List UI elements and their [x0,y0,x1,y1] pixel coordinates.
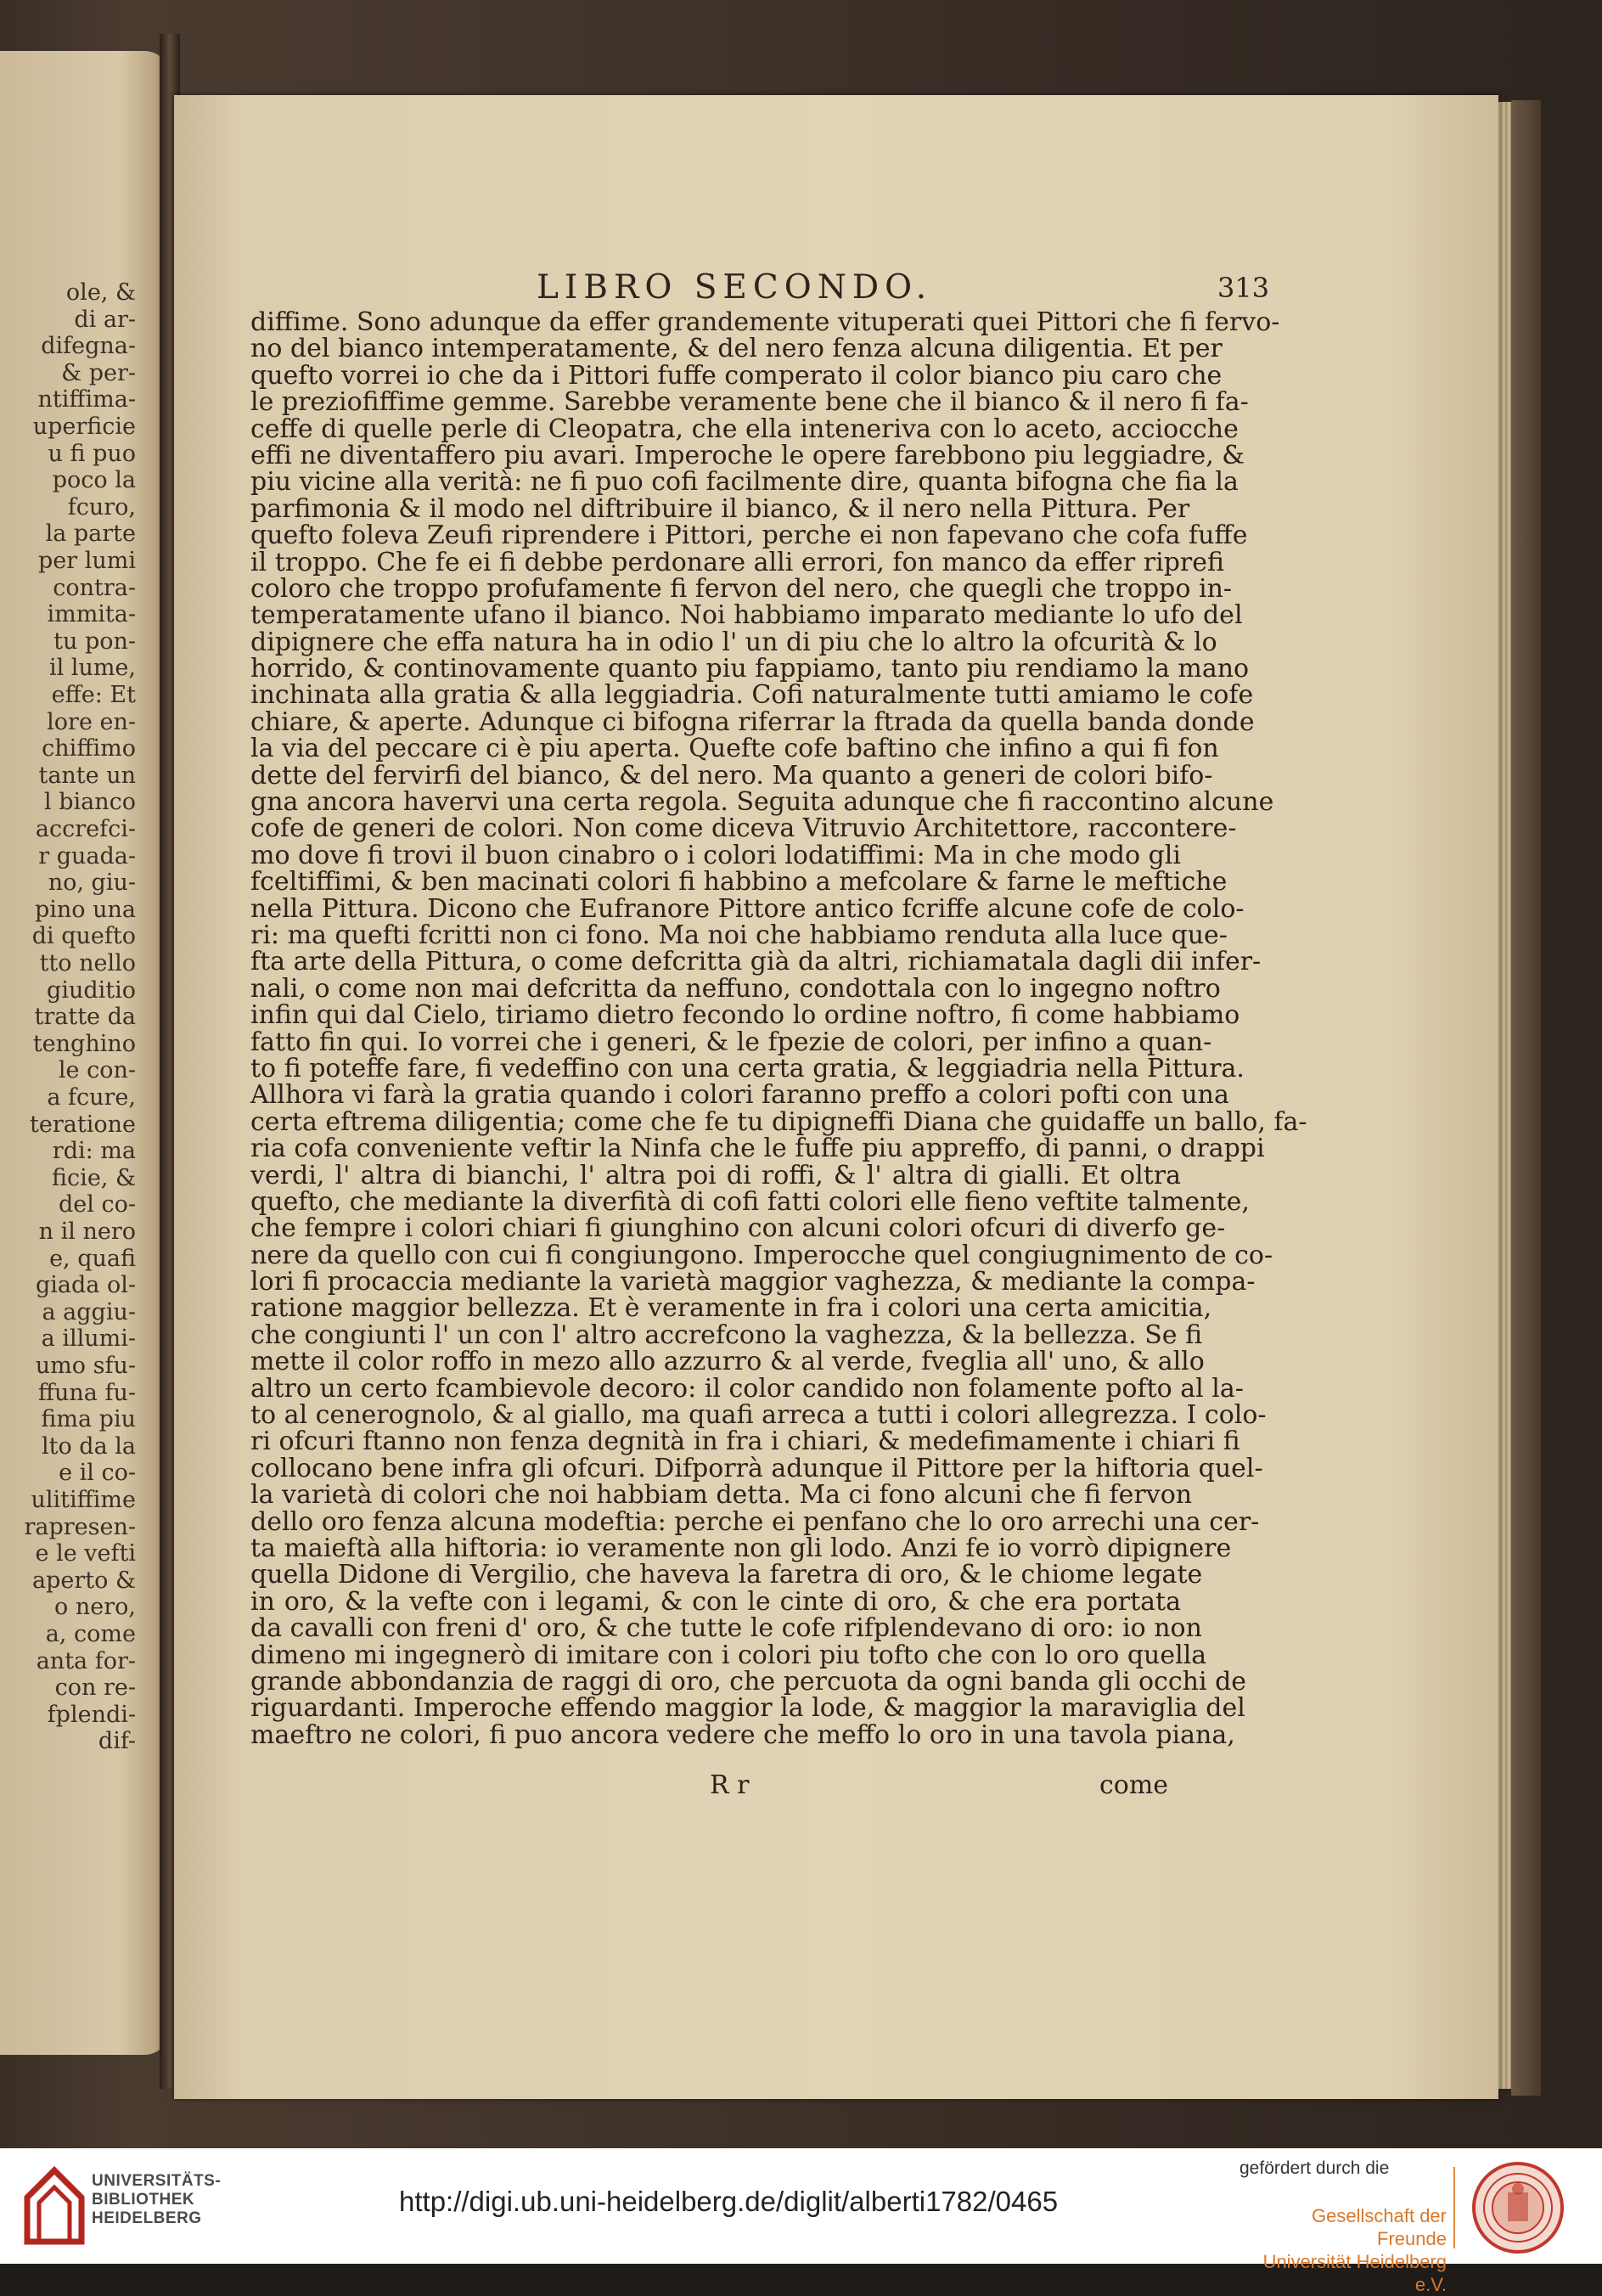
left-page-fragment: tenghino [32,1030,136,1057]
left-page-fragment: umo sfu- [35,1353,136,1379]
text-line: lori fi procaccia mediante la varietà maggior vaghezza, & mediante la compa- [250,1267,1256,1297]
left-page-fragment: fplendi- [47,1701,136,1728]
text-line: fatto fin qui. Io vorrei che i generi, & le fpezie de colori, per infino a quan- [250,1027,1212,1057]
text-line: coloro che troppo profufamente fi fervon del nero, che quegli che troppo in- [250,573,1233,604]
text-line: to al cenerognolo, & al giallo, ma quafi arreca a tutti i colori allegrezza. I colo- [250,1400,1267,1431]
left-page-fragment: a illumi- [41,1325,136,1353]
text-line: collocano bene infra gli ofcuri. Difporrà adunque il Pittore per la hiftoria quel- [250,1453,1263,1483]
text-line: dette del fervirfi del bianco, & del nero. Ma quanto a generi de colori bifo- [250,760,1213,791]
left-page-fragment: rdi: ma [52,1138,136,1165]
text-line: horrido, & continovamente quanto piu fappiamo, tanto piu rendiamo la mano [250,654,1250,684]
book-cover-board [1511,100,1541,2096]
text-line: fceltiffimi, & ben macinati colori fi habbino a mefcolare & farne le meftiche [250,867,1228,898]
left-page-fragment: tu pon- [53,627,136,655]
signature-mark: R r [710,1770,750,1800]
left-page-fragment: accrefci- [35,816,136,842]
left-page-fragment: difegna- [41,333,136,360]
text-line: ria cofa conveniente veftir la Ninfa che le fuffe piu appreffo, di panni, o drappi [250,1134,1265,1164]
text-line: mo dove fi trovi il buon cinabro o i colori lodatiffimi: Ma in che modo gli [250,840,1181,870]
text-line: cofe de generi de colori. Non come diceva Vitruvio Architettore, raccontere- [250,813,1237,844]
text-line: Allhora vi farà la gratia quando i colori faranno preffo a colori pofti con una [250,1080,1229,1111]
text-line: chiare, & aperte. Adunque ci bifogna riferrar la ftrada da quella banda donde [250,706,1255,737]
left-page-fragment: anta for- [36,1647,136,1674]
text-line: to fi poteffe fare, fi vedeffino con una certa gratia, & leggiadria nella Pittura. [250,1053,1245,1083]
library-name-line: HEIDELBERG [92,2209,202,2227]
left-page-fragment: lore en- [47,708,136,735]
text-line: riguardanti. Imperoche effendo maggior la lode, & maggior la maraviglia del [250,1693,1245,1724]
left-page-fragment: tto nello [39,950,136,976]
text-line: nali, o come non mai defcritta da neffuno, condottala con lo ingegno noftro [250,973,1221,1004]
text-line: nella Pittura. Dicono che Eufranore Pittore antico fcriffe alcune cofe de colo- [250,893,1245,924]
text-line: quella Didone di Vergilio, che haveva la faretra di oro, & le chiome legate [250,1560,1203,1590]
text-line: fta arte della Pittura, o come defcritta già da altri, richiamatala dagli dii infer- [250,947,1262,977]
text-line: altro un certo fcambievole decoro: il color candido non folamente pofto al la- [250,1373,1244,1404]
left-page-fragment: & per- [61,359,136,386]
text-line: infin qui dal Cielo, tiriamo dietro fecondo lo ordine noftro, fi come habbiamo [250,1000,1240,1031]
left-page-fragment: e, quafi [49,1245,136,1272]
left-page-fragment: tante un [38,762,136,789]
text-line: ri ofcuri ftanno non fenza degnità in fra i chiari, & medefimamente i chiari fi [250,1427,1240,1457]
text-line: da cavalli con freni d' oro, & che tutte le cofe rifplendevano di oro: io non [250,1613,1202,1644]
text-line: nere da quello con cui fi congiungono. Imperocche quel congiugnimento de co- [250,1240,1273,1270]
left-page-fragment: a, come [45,1621,136,1647]
left-page-fragment: r guada- [38,842,136,869]
text-line: dipignere che effa natura ha in odio l' un di piu che lo altro la ofcurità & lo [250,627,1217,657]
body-text [250,307,1307,1750]
left-page-fragment: giuditio [47,976,136,1004]
left-page-fragment: ulitiffime [31,1487,136,1513]
text-line: inchinata alla gratia & alla leggiadria. Cofi naturalmente tutti amiamo le cofe [250,680,1254,711]
left-page-fragment: ntiffima- [37,386,136,414]
text-line: dello oro fenza alcuna modeftia: perche ei penfano che lo oro arrechi una cer- [250,1506,1260,1537]
text-line: temperatamente ufano il bianco. Noi habbiamo imparato mediante lo ufo del [250,600,1243,631]
left-page-fragment: chiffimo [42,735,136,763]
left-page-fragment: dif- [98,1728,136,1755]
library-name-line: BIBLIOTHEK [92,2191,195,2209]
society-name[interactable] [1246,2204,1447,2296]
left-page-fragment: o nero, [54,1594,136,1621]
left-page-fragment: ole, & [65,279,136,306]
page-number: 313 [1217,272,1270,304]
text-line: quefto, che mediante la diverfità di cofi fatti colori elle fieno veftite talmente, [250,1186,1250,1217]
text-line: mette il color roffo in mezo allo azzurro & al verde, fveglia all' uno, & allo [250,1347,1205,1377]
left-page-fragment: effe: Et [51,682,136,708]
text-line: maeftro ne colori, fi puo ancora vedere che meffo lo oro in una tavola piana, [250,1719,1235,1750]
permalink-url[interactable]: http://digi.ub.uni-heidelberg.de/diglit/alberti1782/0465 [399,2186,1059,2217]
left-page-fragment: aperto & [32,1567,136,1594]
text-line: piu vicine alla verità: ne fi puo cofi facilmente dire, quanta bifogna che fia la [250,467,1239,498]
society-name-line: Universität Heidelberg e.V. [1262,2251,1447,2295]
left-page-fragment: con re- [54,1674,136,1702]
society-name-line: Gesellschaft der Freunde [1312,2205,1447,2249]
left-page-fragment: poco la [52,467,136,494]
text-line: la via del peccare ci è piu aperta. Quefte cofe baftino che infino a qui fi fon [250,734,1219,764]
university-seal-icon[interactable] [1470,2160,1565,2255]
left-page-fragment: e il co- [59,1460,136,1487]
left-page-fragment: contra- [53,574,136,601]
running-head: LIBRO SECONDO. [537,268,933,307]
left-page-fragment: u fi puo [48,440,136,467]
left-page-fragment: per lumi [37,548,136,574]
left-page [0,51,170,2055]
text-line: dimeno mi ingegnerò di imitare con i colori piu tofto che con lo oro quella [250,1640,1207,1670]
text-line: verdi, l' altra di bianchi, l' altra poi di roffi, & l' altra di gialli. Et oltra [250,1160,1181,1190]
library-name-line: UNIVERSITÄTS- [92,2172,222,2190]
text-line: la varietà di colori che noi habbiam detta. Ma ci fono alcuni che fi fervon [250,1480,1193,1511]
text-line: il troppo. Che fe ei fi debbe perdonare alli errori, fon manco da effer riprefi [250,547,1225,577]
left-page-fragment: fima piu [41,1406,136,1433]
text-line: che congiunti l' un con l' altro accrefcono la vaghezza, & la bellezza. Se fi [250,1320,1203,1350]
left-page-fragment: di quefto [31,923,136,950]
text-line: certa eftrema diligentia; come che fe tu dipigneffi Diana che guidaffe un ballo, fa- [250,1106,1307,1137]
text-line: ceffe di quelle perle di Cleopatra, che ella inteneriva con lo aceto, acciocche [250,414,1239,444]
left-page-fragment: a aggiu- [42,1298,136,1325]
left-page-fragment: ficie, & [52,1164,136,1191]
text-line: ratione maggior bellezza. Et è veramente in fra i colori una certa amicitia, [250,1293,1212,1324]
left-page-fragment: l bianco [44,789,136,816]
left-page-fragment: fcuro, [67,493,136,521]
left-page-fragment: rapresen- [24,1513,136,1540]
text-line: quefto foleva Zeufi riprendere i Pittori, perche ei non fapevano che cofa fuffe [250,521,1248,551]
text-line: gna ancora havervi una certa regola. Seguita adunque che fi raccontino alcune [250,787,1274,818]
left-page-fragment: a fcure, [47,1084,136,1111]
left-page-fragment: no, giu- [48,869,136,897]
left-page-fragment: immita- [47,601,136,628]
text-line: effi ne diventaffero piu avari. Imperoche le opere farebbono piu leggiadre, & [250,440,1245,470]
ub-heidelberg-logo-icon[interactable] [20,2164,88,2248]
text-line: che fempre i colori chiari fi giunghino con alcuni colori ofcuri di diverfo ge- [250,1213,1226,1244]
funded-by-label: gefördert durch die [1239,2158,1390,2178]
text-line: ta maieftà alla hiftoria: io veramente non gli lodo. Anzi fe io vorrò dipignere [250,1533,1232,1563]
text-line: quefto vorrei io che da i Pittori fuffe comperato il color bianco piu caro che [250,360,1223,391]
text-line: in oro, & la vefte con i legami, & con le cinte di oro, & che era portata [250,1586,1181,1617]
text-line: no del bianco intemperatamente, & del nero fenza alcuna diligentia. Et per [250,334,1223,364]
left-page-fragment: la parte [45,521,136,548]
text-line: ri: ma quefti fcritti non ci fono. Ma noi che habbiamo renduta alla luce que- [250,920,1228,950]
left-page-fragment: di ar- [74,306,136,333]
left-page-fragment: del co- [59,1191,136,1218]
left-page-fragment: lto da la [41,1432,136,1460]
footer-divider [1453,2167,1455,2248]
left-page-fragment: n il nero [38,1218,136,1245]
catchword: come [1099,1770,1169,1800]
text-line: le preziofiffime gemme. Sarebbe veramente bene che il bianco & il nero fi fa- [250,387,1249,418]
left-page-fragment: giada ol- [36,1272,136,1299]
left-page-fragment: pino una [34,896,136,923]
text-line: diffime. Sono adunque da effer grandemente vituperati quei Pittori che fi fervo- [250,307,1280,337]
left-page-fragment: uperficie [32,414,136,440]
left-page-fragment: tratte da [34,1004,136,1031]
library-name[interactable] [92,2172,221,2228]
text-line: parfimonia & il modo nel diftribuire il bianco, & il nero nella Pittura. Per [250,493,1190,524]
left-page-fragment: il lume, [48,655,136,682]
left-page-fragment: e le vefti [35,1540,136,1567]
left-page-fragment: teratione [30,1111,136,1138]
left-page-fragment: ffuna fu- [37,1379,136,1406]
left-page-fragment: le con- [58,1057,136,1084]
footer-bar [0,2148,1602,2295]
text-line: grande abbondanzia de raggi di oro, che percuota da ogni banda gli occhi de [250,1666,1247,1697]
